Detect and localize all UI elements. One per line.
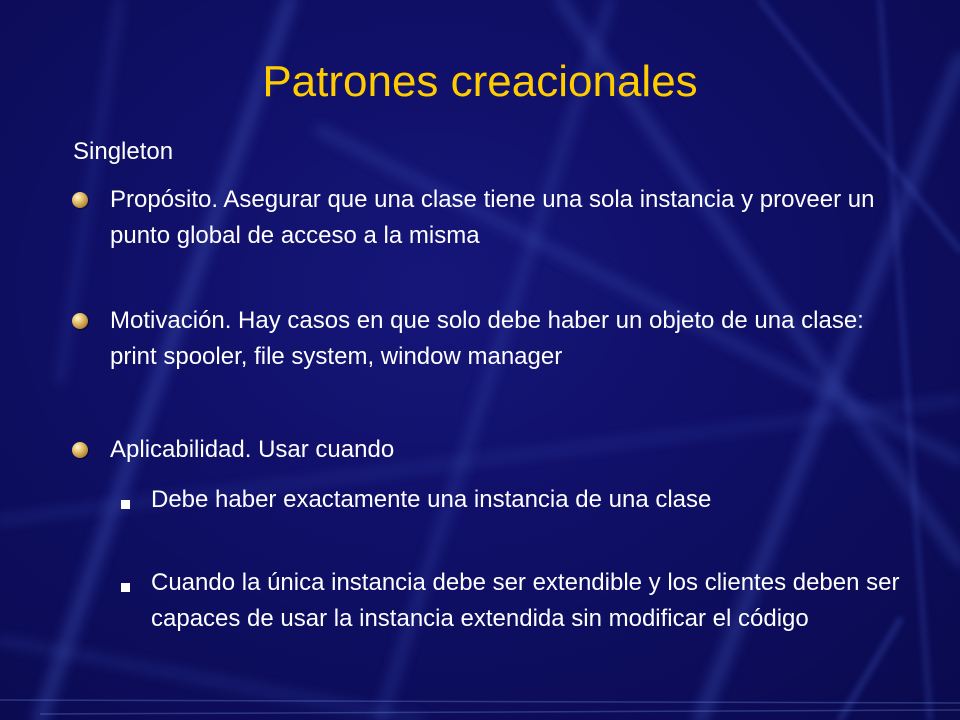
bullet-item-aplicabilidad: Aplicabilidad. Usar cuando bbox=[110, 436, 395, 463]
sub-bullet-item-extendible: Cuando la única instancia debe ser extendible y los clientes deben ser capaces de usar la instancia extendida sin modificar el código bbox=[151, 569, 900, 632]
bullet-item-proposito: Propósito. Asegurar que una clase tiene una sola instancia y proveer un punto global de acceso a la misma bbox=[110, 186, 875, 249]
bullet-item-motivacion: Motivación. Hay casos en que solo debe haber un objeto de una clase: print spooler, file system, window manager bbox=[110, 307, 864, 370]
section-heading: Singleton bbox=[73, 138, 174, 165]
white-square-bullet-icon bbox=[121, 500, 130, 509]
slide-title: Patrones creacionales bbox=[262, 57, 698, 106]
sub-bullet-item-instancia: Debe haber exactamente una instancia de una clase bbox=[151, 486, 712, 513]
gold-ball-bullet-icon bbox=[72, 442, 88, 458]
white-square-bullet-icon bbox=[121, 583, 130, 592]
gold-ball-bullet-icon bbox=[72, 192, 88, 208]
gold-ball-bullet-icon bbox=[72, 313, 88, 329]
